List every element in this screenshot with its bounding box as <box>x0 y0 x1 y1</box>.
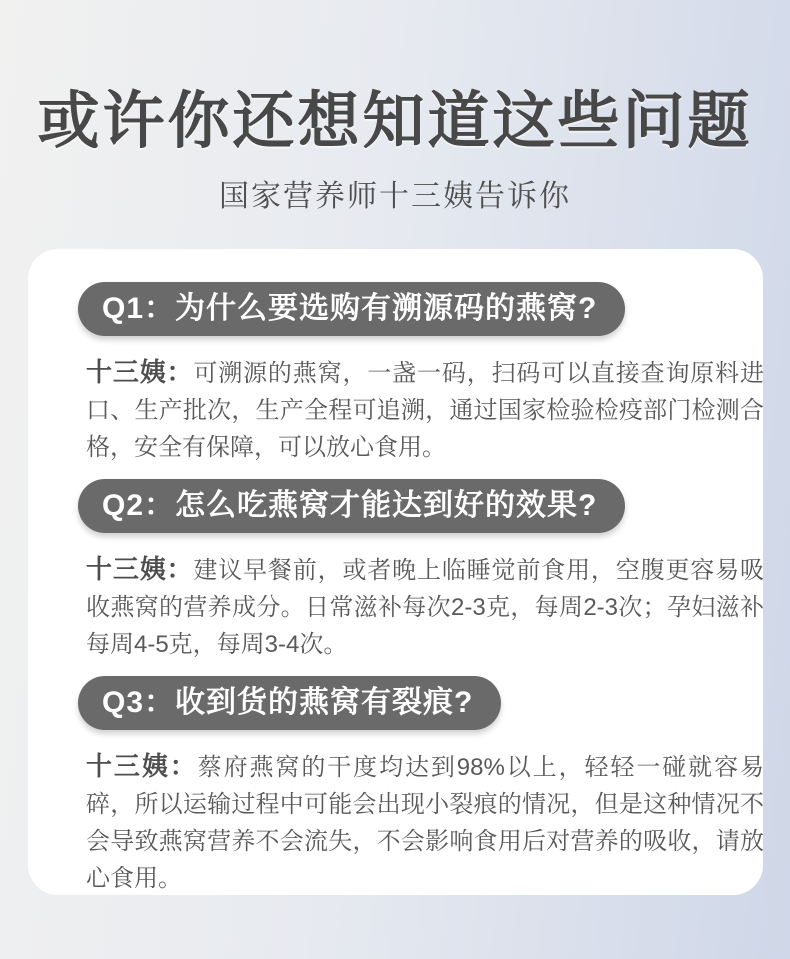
qa-section-1 <box>58 282 764 466</box>
question-label-q3: Q3：收到货的燕窝有裂痕? <box>102 686 474 720</box>
answer-body-q2: 建议早餐前，或者晚上临睡觉前食用，空腹更容易吸收燕窝的营养成分。日常滋补每次2-3克，每周2-3次；孕妇滋补每周4-5克，每周3-4次。 <box>86 557 764 659</box>
answer-text-q2 <box>86 551 764 663</box>
page-subtitle: 国家营养师十三姨告诉你 <box>219 180 571 214</box>
qa-section-2 <box>58 479 764 663</box>
question-badge-q3 <box>78 676 501 730</box>
question-label-q2: Q2：怎么吃燕窝才能达到好的效果? <box>102 489 598 523</box>
answer-body-q1: 可溯源的燕窝，一盏一码，扫码可以直接查询原料进口、生产批次，生产全程可追溯，通过国家检验检疫部门检测合格，安全有保障，可以放心食用。 <box>86 360 764 462</box>
answer-text-q1 <box>86 354 764 466</box>
answer-body-q3: 蔡府燕窝的干度均达到98%以上，轻轻一碰就容易碎，所以运输过程中可能会出现小裂痕的情况，但是这种情况不会导致燕窝营养不会流失，不会影响食用后对营养的吸收，请放心食用。 <box>86 754 764 893</box>
page-header <box>0 0 790 215</box>
qa-card <box>28 249 763 895</box>
page-title: 或许你还想知道这些问题 <box>37 87 753 156</box>
answer-prefix-q2: 十三姨： <box>86 554 194 585</box>
answer-prefix-q3: 十三姨： <box>86 751 198 782</box>
answer-text-q3 <box>86 748 764 897</box>
question-label-q1: Q1：为什么要选购有溯源码的燕窝? <box>102 292 598 326</box>
qa-section-3 <box>58 676 764 897</box>
answer-prefix-q1: 十三姨： <box>86 357 194 388</box>
question-badge-q2 <box>78 479 625 533</box>
question-badge-q1 <box>78 282 625 336</box>
